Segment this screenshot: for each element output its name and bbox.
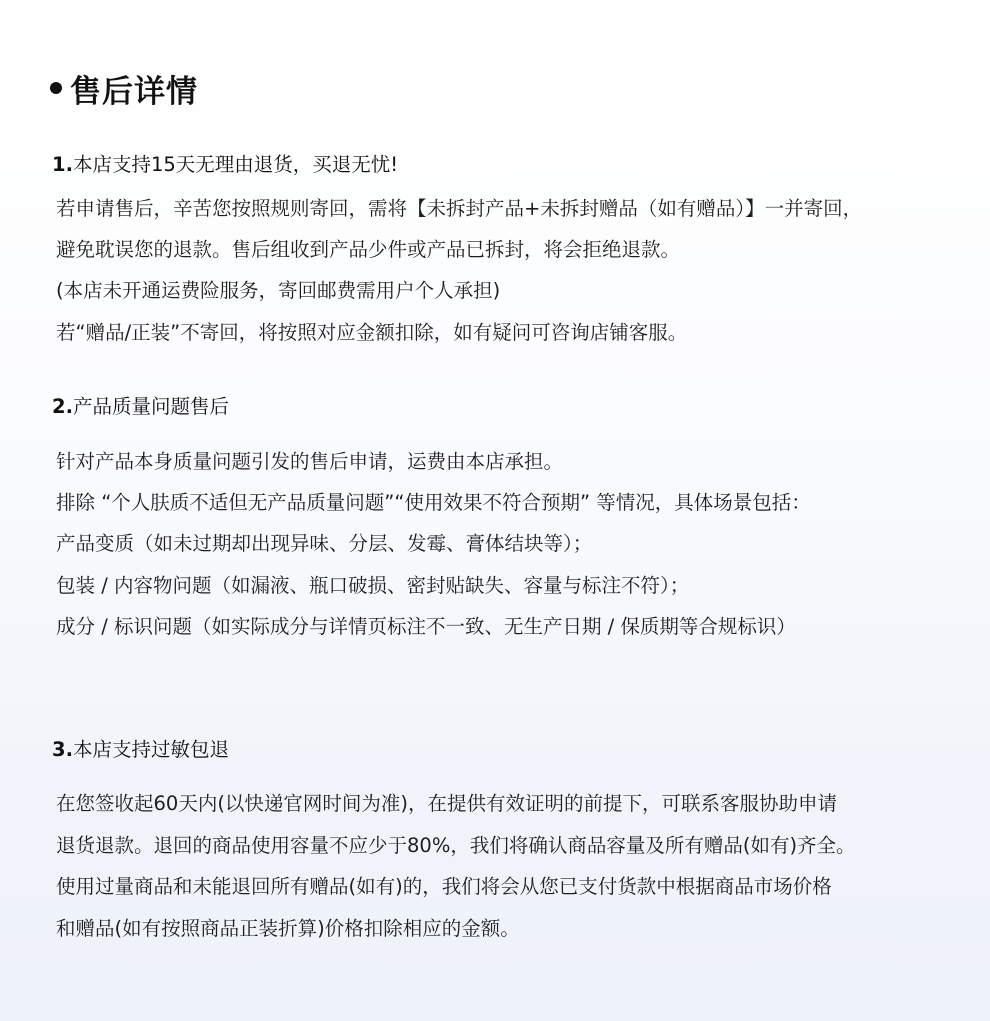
section2-heading-text: 产品质量问题售后: [72, 395, 229, 418]
bullet-icon: [50, 82, 62, 94]
section3-line: 使用过量商品和未能退回所有赠品(如有)的，我们将会从您已支付货款中根据商品市场价格: [56, 875, 832, 898]
section1-line: 避免耽误您的退款。售后组收到产品少件或产品已拆封，将会拒绝退款。: [56, 238, 681, 261]
section1-heading: [52, 151, 398, 179]
page-title: 售后详情: [70, 73, 198, 110]
section1-line: 若申请售后，辛苦您按照规则寄回，需将【未拆封产品+未拆封赠品（如有赠品）】一并寄回，: [56, 197, 863, 220]
section3-line: 在您签收起60天内(以快递官网时间为准)，在提供有效证明的前提下，可联系客服协助申请: [56, 792, 838, 815]
section1-number: 1.: [52, 153, 73, 176]
section3-number: 3.: [52, 738, 73, 761]
section2-heading: [52, 393, 229, 421]
section1-line: 若“赠品/正装”不寄回，将按照对应金额扣除，如有疑问可咨询店铺客服。: [56, 321, 688, 344]
section1-line: (本店未开通运费险服务，寄回邮费需用户个人承担): [56, 279, 501, 302]
section2-line: 包装 / 内容物问题（如漏液、瓶口破损、密封贴缺失、容量与标注不符）；: [56, 574, 690, 597]
section2-line: 排除 “个人肤质不适但无产品质量问题”“使用效果不符合预期” 等情况，具体场景包括：: [56, 491, 811, 514]
section2-number: 2.: [52, 395, 73, 418]
section3-line: 和赠品(如有按照商品正装折算)价格扣除相应的金额。: [56, 917, 520, 940]
section2-line: 产品变质（如未过期却出现异味、分层、发霉、膏体结块等）；: [56, 532, 593, 555]
section3-heading: [52, 736, 229, 764]
section2-line: 成分 / 标识问题（如实际成分与详情页标注不一致、无生产日期 / 保质期等合规标识）: [56, 615, 796, 638]
section3-heading-text: 本店支持过敏包退: [72, 738, 229, 761]
section3-line: 退货退款。退回的商品使用容量不应少于80%，我们将确认商品容量及所有赠品(如有)齐全。: [56, 834, 856, 857]
page-title-row: [50, 66, 198, 110]
section2-line: 针对产品本身质量问题引发的售后申请，运费由本店承担。: [56, 450, 564, 473]
section1-heading-text: 本店支持15天无理由退货，买退无忧!: [72, 153, 399, 176]
